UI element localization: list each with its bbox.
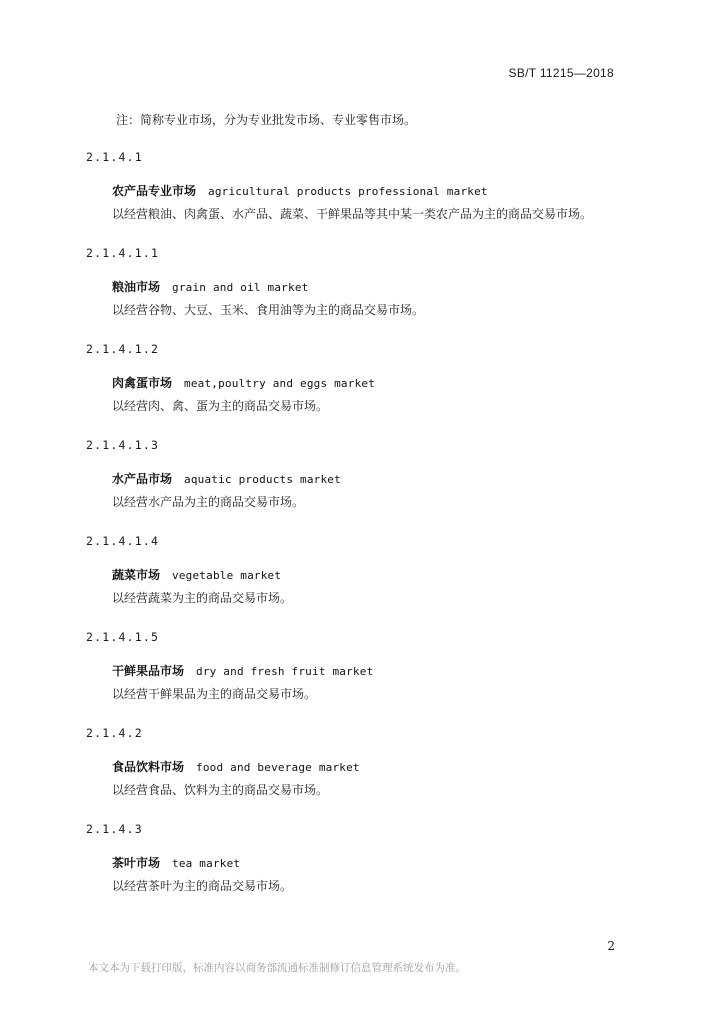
- footer-notice: 本文本为下载打印版，标准内容以商务部流通标准制修订信息管理系统发布为准。: [88, 962, 466, 974]
- term-english: aquatic products market: [184, 473, 341, 486]
- term-line: [112, 566, 281, 583]
- term-definition: 以经营蔬菜为主的商品交易市场。: [112, 591, 293, 605]
- term-english: meat,poultry and eggs market: [184, 377, 376, 390]
- term-line: [112, 854, 240, 871]
- term-chinese: 水产品市场: [112, 472, 173, 486]
- term-english: dry and fresh fruit market: [196, 665, 374, 678]
- term-english: vegetable market: [172, 569, 282, 582]
- term-chinese: 干鲜果品市场: [112, 664, 185, 678]
- term-chinese: 茶叶市场: [112, 856, 161, 870]
- term-definition: 以经营干鲜果品为主的商品交易市场。: [112, 687, 317, 701]
- clause-number: 2.1.4.1.5: [86, 630, 160, 644]
- term-english: tea market: [172, 857, 241, 870]
- note-text: 注：简称专业市场，分为专业批发市场、专业零售市场。: [116, 113, 417, 127]
- term-chinese: 粮油市场: [112, 280, 161, 294]
- page-number: 2: [607, 939, 615, 953]
- clause-number: 2.1.4.3: [86, 822, 143, 836]
- term-definition: 以经营肉、禽、蛋为主的商品交易市场。: [112, 399, 329, 413]
- term-line: [112, 662, 373, 679]
- term-line: [112, 182, 488, 199]
- term-chinese: 肉禽蛋市场: [112, 376, 173, 390]
- term-chinese: 食品饮料市场: [112, 760, 185, 774]
- term-line: [112, 470, 341, 487]
- term-definition: 以经营食品、饮料为主的商品交易市场。: [112, 783, 329, 797]
- term-definition: 以经营水产品为主的商品交易市场。: [112, 495, 305, 509]
- term-definition: 以经营谷物、大豆、玉米、食用油等为主的商品交易市场。: [112, 303, 425, 317]
- clause-number: 2.1.4.1.3: [86, 438, 160, 452]
- standard-code: SB/T 11215—2018: [508, 66, 614, 80]
- term-chinese: 蔬菜市场: [112, 568, 161, 582]
- term-line: [112, 278, 308, 295]
- term-line: [112, 758, 360, 775]
- term-english: agricultural products professional market: [208, 185, 488, 198]
- term-english: grain and oil market: [172, 281, 309, 294]
- term-line: [112, 374, 375, 391]
- term-definition: 以经营茶叶为主的商品交易市场。: [112, 879, 293, 893]
- term-chinese: 农产品专业市场: [112, 184, 197, 198]
- term-english: food and beverage market: [196, 761, 360, 774]
- clause-number: 2.1.4.2: [86, 726, 143, 740]
- clause-number: 2.1.4.1.2: [86, 342, 160, 356]
- term-definition: 以经营粮油、肉禽蛋、水产品、蔬菜、干鲜果品等其中某一类农产品为主的商品交易市场。: [112, 207, 593, 221]
- clause-number: 2.1.4.1: [86, 150, 143, 164]
- clause-number: 2.1.4.1.4: [86, 534, 160, 548]
- clause-number: 2.1.4.1.1: [86, 246, 160, 260]
